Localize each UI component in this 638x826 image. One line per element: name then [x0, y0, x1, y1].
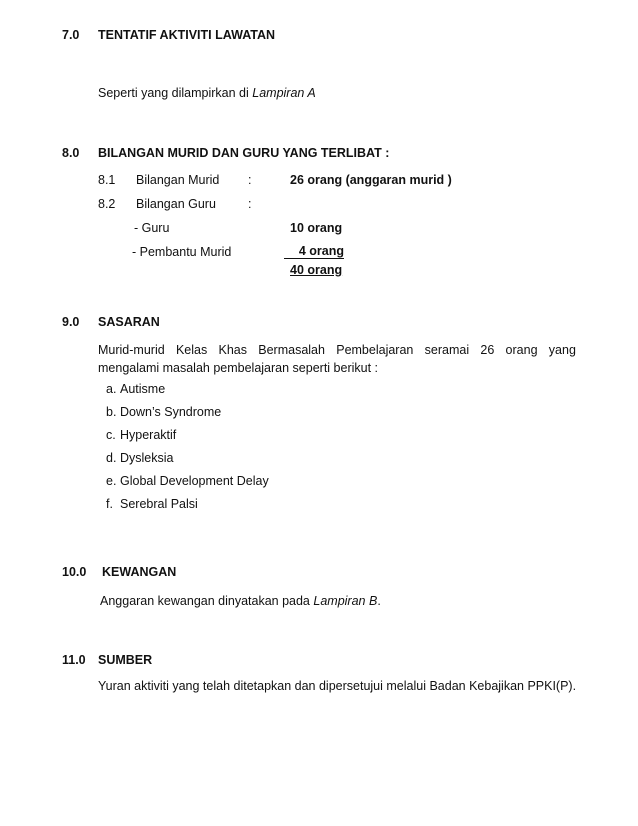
word: seramai: [424, 343, 470, 357]
pembantu-label: - Pembantu Murid: [132, 245, 232, 259]
paragraph-line-1: [98, 341, 576, 359]
section-7-number: 7.0: [62, 28, 80, 42]
list-item-text: Global Development Delay: [120, 474, 269, 488]
section-11-text: Yuran aktiviti yang telah ditetapkan dan dipersetujui melalui Badan Kebajikan PPKI(P).: [98, 679, 577, 693]
row-8-1-number: 8.1: [98, 173, 116, 187]
section-10-title: KEWANGAN: [102, 565, 177, 579]
section-11-title: SUMBER: [98, 653, 153, 667]
pembantu-value: 4 orang: [284, 245, 344, 259]
list-item-marker: a.: [106, 382, 117, 396]
section-8-number: 8.0: [62, 146, 80, 160]
word: Khas: [218, 343, 247, 357]
section-9-number: 9.0: [62, 315, 80, 329]
section-9-title: SASARAN: [98, 315, 160, 329]
list-item-text: Autisme: [120, 382, 166, 396]
word: Kelas: [175, 343, 208, 357]
list-item-marker: d.: [106, 451, 117, 465]
section-7-title: TENTATIF AKTIVITI LAWATAN: [98, 28, 276, 42]
section-11-number: 11.0: [62, 653, 86, 667]
row-8-2-colon: :: [248, 197, 252, 211]
period: .: [377, 594, 381, 608]
list-item-text: Hyperaktif: [120, 428, 177, 442]
text: Seperti yang dilampirkan di: [98, 86, 253, 100]
list-item-text: Down’s Syndrome: [120, 405, 222, 419]
section-9-paragraph: [98, 341, 576, 377]
row-8-1-value: 26 orang (anggaran murid ): [290, 173, 452, 187]
row-8-1-colon: :: [248, 173, 252, 187]
word: Murid-murid: [98, 343, 165, 357]
word: yang: [548, 343, 576, 357]
row-8-2-label: Bilangan Guru: [136, 197, 216, 211]
row-8-1-label: Bilangan Murid: [136, 173, 220, 187]
guru-label: - Guru: [134, 221, 170, 235]
lampiran-a: Lampiran A: [252, 86, 316, 100]
list-item-marker: f.: [106, 497, 113, 511]
paragraph-line-2: mengalami masalah pembelajaran seperti berikut :: [98, 361, 379, 375]
list-item-marker: b.: [106, 405, 117, 419]
text: Anggaran kewangan dinyatakan pada: [100, 594, 314, 608]
row-8-2-number: 8.2: [98, 197, 116, 211]
section-7-text: [98, 86, 316, 100]
word: Bermasalah: [258, 343, 325, 357]
word: 26: [480, 343, 495, 357]
lampiran-b: Lampiran B: [313, 594, 378, 608]
section-8-title: BILANGAN MURID DAN GURU YANG TERLIBAT :: [98, 146, 390, 160]
guru-value: 10 orang: [290, 221, 343, 235]
word: Pembelajaran: [336, 343, 414, 357]
total-value: 40 orang: [290, 263, 343, 277]
list-item-marker: e.: [106, 474, 117, 488]
section-10-text: [100, 594, 381, 608]
list-item-text: Dysleksia: [120, 451, 174, 465]
word: orang: [505, 343, 538, 357]
section-10-number: 10.0: [62, 565, 87, 579]
list-item-text: Serebral Palsi: [120, 497, 198, 511]
list-item-marker: c.: [106, 428, 116, 442]
